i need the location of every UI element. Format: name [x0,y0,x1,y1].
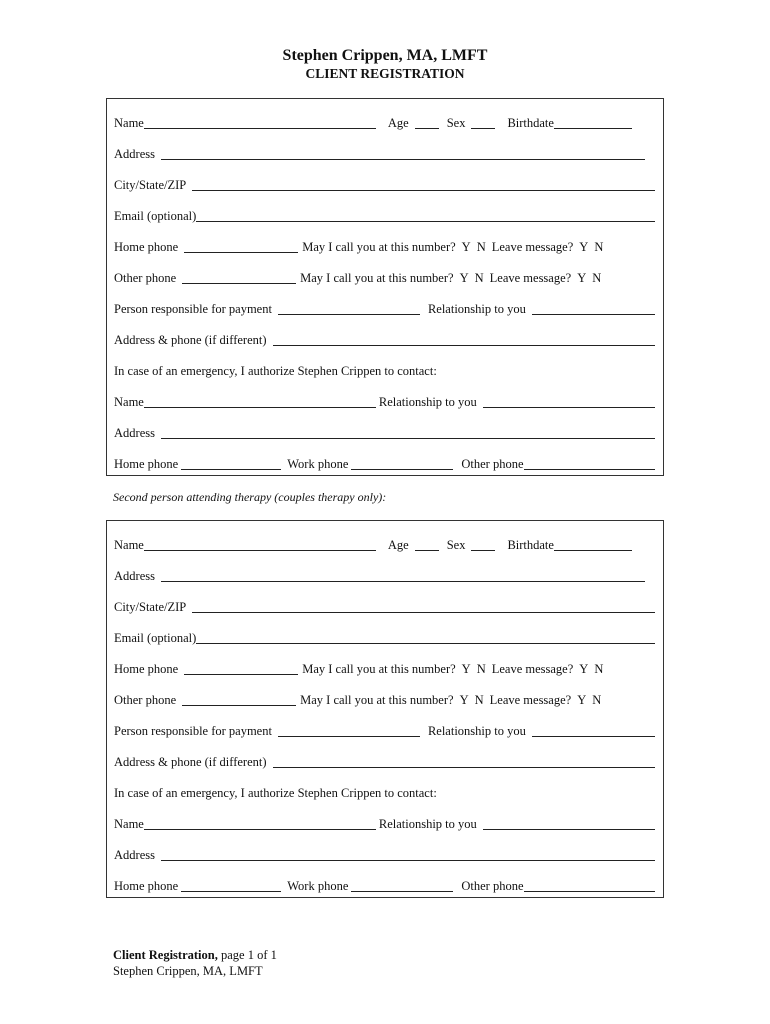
emergency-name-label: Name [114,817,144,831]
name-label: Name [114,538,144,552]
message-no[interactable]: N [594,240,604,254]
emergency-other-label: Other phone [461,457,524,471]
home-phone-field[interactable] [184,240,298,253]
age-label: Age [387,538,409,552]
message-yes[interactable]: Y [577,693,587,707]
address-label: Address [114,147,155,161]
may-call-label: May I call you at this number? [302,240,456,254]
form-title: CLIENT REGISTRATION [305,66,465,81]
emergency-row [114,361,655,379]
emergency-home-label: Home phone [114,457,179,471]
call-yes[interactable]: Y [461,240,471,254]
address-phone-field[interactable] [273,333,655,346]
city-row [114,597,655,615]
other-phone-label: Other phone [114,271,177,285]
call-no[interactable]: N [474,693,484,707]
message-no[interactable]: N [594,662,604,676]
payment-label: Person responsible for payment [114,724,272,738]
emergency-text: In case of an emergency, I authorize Stephen Crippen to contact: [114,786,437,800]
emergency-other-field[interactable] [524,879,655,892]
age-label: Age [387,116,409,130]
second-person-note: Second person attending therapy (couples therapy only): [113,490,387,504]
email-label: Email (optional) [114,209,197,223]
age-field[interactable] [415,538,439,551]
city-field[interactable] [192,178,655,191]
emergency-name-field[interactable] [144,817,376,830]
emergency-name-label: Name [114,395,144,409]
name-field[interactable] [144,116,376,129]
address-field[interactable] [161,147,645,160]
city-field[interactable] [192,600,655,613]
city-row [114,175,655,193]
sex-label: Sex [446,116,466,130]
call-no[interactable]: N [476,240,486,254]
emergency-work-label: Work phone [287,457,349,471]
message-yes[interactable]: Y [577,271,587,285]
emergency-name-row [114,814,655,832]
name-label: Name [114,116,144,130]
birthdate-label: Birthdate [507,538,554,552]
address-row [114,566,655,584]
other-phone-label: Other phone [114,693,177,707]
second-client-section [106,520,664,898]
leave-message-label: Leave message? [489,693,572,707]
birthdate-field[interactable] [554,116,632,129]
emergency-address-field[interactable] [161,426,655,439]
emergency-row [114,783,655,801]
sex-field[interactable] [471,116,495,129]
emergency-work-field[interactable] [351,457,453,470]
emergency-work-label: Work phone [287,879,349,893]
address-row [114,144,655,162]
emergency-home-field[interactable] [181,457,281,470]
payment-row [114,721,655,739]
home-phone-field[interactable] [184,662,298,675]
call-no[interactable]: N [476,662,486,676]
footer-page: page 1 of 1 [217,948,277,962]
age-field[interactable] [415,116,439,129]
relationship-field[interactable] [532,724,655,737]
home-phone-label: Home phone [114,240,179,254]
practitioner-name: Stephen Crippen, MA, LMFT [282,47,488,64]
client-section [106,98,664,476]
payment-field[interactable] [278,302,420,315]
other-phone-row [114,690,655,708]
emergency-name-field[interactable] [144,395,376,408]
emergency-relationship-label: Relationship to you [378,817,477,831]
address-phone-label: Address & phone (if different) [114,755,267,769]
relationship-field[interactable] [532,302,655,315]
home-phone-label: Home phone [114,662,179,676]
message-no[interactable]: N [592,693,602,707]
emergency-text: In case of an emergency, I authorize Stephen Crippen to contact: [114,364,437,378]
emergency-name-row [114,392,655,410]
leave-message-label: Leave message? [491,240,574,254]
email-row [114,628,655,646]
leave-message-label: Leave message? [489,271,572,285]
emergency-relationship-field[interactable] [483,395,655,408]
address-phone-field[interactable] [273,755,655,768]
email-field[interactable] [196,631,655,644]
other-phone-row [114,268,655,286]
address-phone-row [114,752,655,770]
other-phone-field[interactable] [182,693,296,706]
relationship-label: Relationship to you [427,302,526,316]
emergency-home-field[interactable] [181,879,281,892]
sex-label: Sex [446,538,466,552]
relationship-label: Relationship to you [427,724,526,738]
email-field[interactable] [196,209,655,222]
footer-title: Client Registration, [113,948,218,962]
payment-field[interactable] [278,724,420,737]
other-phone-field[interactable] [182,271,296,284]
birthdate-label: Birthdate [507,116,554,130]
address-label: Address [114,569,155,583]
home-phone-row [114,659,655,677]
birthdate-field[interactable] [554,538,632,551]
message-no[interactable]: N [592,271,602,285]
email-row [114,206,655,224]
call-yes[interactable]: Y [459,271,469,285]
emergency-relationship-field[interactable] [483,817,655,830]
emergency-other-field[interactable] [524,457,655,470]
emergency-address-label: Address [114,848,155,862]
may-call-label: May I call you at this number? [302,662,456,676]
address-phone-label: Address & phone (if different) [114,333,267,347]
emergency-address-label: Address [114,426,155,440]
call-yes[interactable]: Y [459,693,469,707]
name-row [114,535,655,553]
may-call-label: May I call you at this number? [300,271,454,285]
call-yes[interactable]: Y [461,662,471,676]
home-phone-row [114,237,655,255]
message-yes[interactable]: Y [579,240,589,254]
emergency-home-label: Home phone [114,879,179,893]
emergency-phones-row [114,876,655,894]
emergency-address-row [114,845,655,863]
sex-field[interactable] [471,538,495,551]
address-phone-row [114,330,655,348]
leave-message-label: Leave message? [491,662,574,676]
may-call-label: May I call you at this number? [300,693,454,707]
message-yes[interactable]: Y [579,662,589,676]
call-no[interactable]: N [474,271,484,285]
emergency-address-row [114,423,655,441]
emergency-phones-row [114,454,655,472]
name-field[interactable] [144,538,376,551]
city-label: City/State/ZIP [114,178,187,192]
address-field[interactable] [161,569,645,582]
emergency-other-label: Other phone [461,879,524,893]
emergency-relationship-label: Relationship to you [378,395,477,409]
emergency-work-field[interactable] [351,879,453,892]
city-label: City/State/ZIP [114,600,187,614]
payment-row [114,299,655,317]
email-label: Email (optional) [114,631,197,645]
emergency-address-field[interactable] [161,848,655,861]
footer-author: Stephen Crippen, MA, LMFT [113,964,263,978]
payment-label: Person responsible for payment [114,302,272,316]
footer-page-info [113,948,277,963]
name-row [114,113,655,131]
